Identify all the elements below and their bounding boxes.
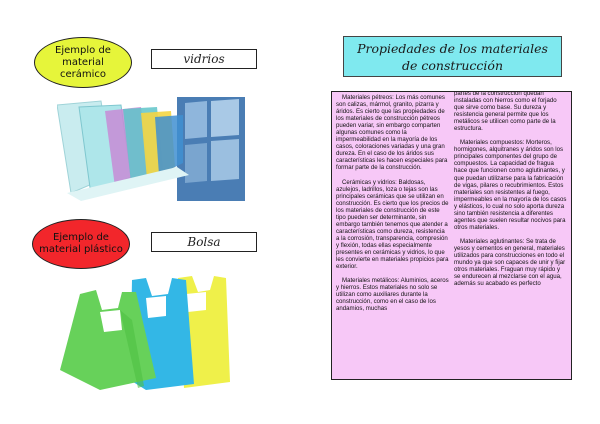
paragraph-binder-materials: Materiales aglutinantes: Se trata de yesos y cementos en general, materiales utilizados para construcciones en todo el mundo ya que son capaces de unir y fijar otros materiales. Fraguan muy rápido y se endurecen al mezclarse con el agua, además su acabado es perfecto [454,237,566,288]
ceramic-answer-box[interactable] [151,49,257,69]
text-column-right [454,91,567,287]
plastic-bags-image [60,270,230,390]
glass-sheets-image [57,97,245,201]
plastic-example-oval [32,219,130,269]
paragraph-composite-materials: Materiales compuestos: Morteros, hormigones, alquitranes y áridos son los principales componentes del grupo de compuestos. La capacidad de fragua hace que funcionen como aglutinantes, y que puedan utilizarse para la fabricación de vigas, pilares o recubrimientos. Estos materiales son resistentes al fuego, impermeables en la mayoría de los casos y elásticos, lo cual no solo aporta dureza sino también resistencia a diferentes agentes que suelen resultar nocivos para otros materiales. [454,139,567,231]
ceramic-example-oval [34,37,132,88]
properties-text-box [331,91,572,380]
ceramic-example-label: Ejemplo de material cerámico [55,44,111,80]
plastic-answer-text: Bolsa [187,235,221,249]
paragraph-ceramics-glass: Cerámicas y vidrios: Baldosas, azulejos, ladrillos, loza o tejas son las principales cerámicas que se utilizan en construcción. Es cierto que los precios de los materiales de construcción de este tipo pueden ser determinante, sin embargo también tenemos que atender a características como dureza, resistencia a la corrosión, transparencia, compresión y flexión, todas ellas especialmente presentes en cerámicas y vidrios, lo que les convierte en materiales propicios para exterior. [336,178,449,271]
page-title-box [343,36,562,77]
plastic-answer-box[interactable] [151,232,257,252]
paragraph-metal-continued: partes de la construcción quedan instaladas con hierros como el forjado que sirve como base. Su dureza y resistencia general permite que los metálicos se utilicen como parte de la estructura. [454,91,557,133]
page-title: Propiedades de los materiales de construcción [357,40,548,73]
plastic-example-label: Ejemplo de material plástico [39,232,123,255]
paragraph-stone-materials: Materiales pétreos: Los más comunes son calizas, mármol, granito, pizarra y áridos. Es cierto que las propiedades de los materiales de construcción pétreos pueden variar, sin embargo comparten algunas comunes como la impermeabilidad en la mayoría de los casos, coloraciones variadas y una gran dureza. En el caso de los áridos sus características les hacen especiales para formar parte de la construcción. [336,94,448,172]
ceramic-answer-text: vidrios [183,52,225,66]
paragraph-metal-materials: Materiales metálicos: Aluminios, aceros y hierros. Estos materiales no solo se utilizan como auxiliares durante la construcción, como en el caso de los andamios, muchas [336,277,449,313]
text-column-left [336,94,449,312]
